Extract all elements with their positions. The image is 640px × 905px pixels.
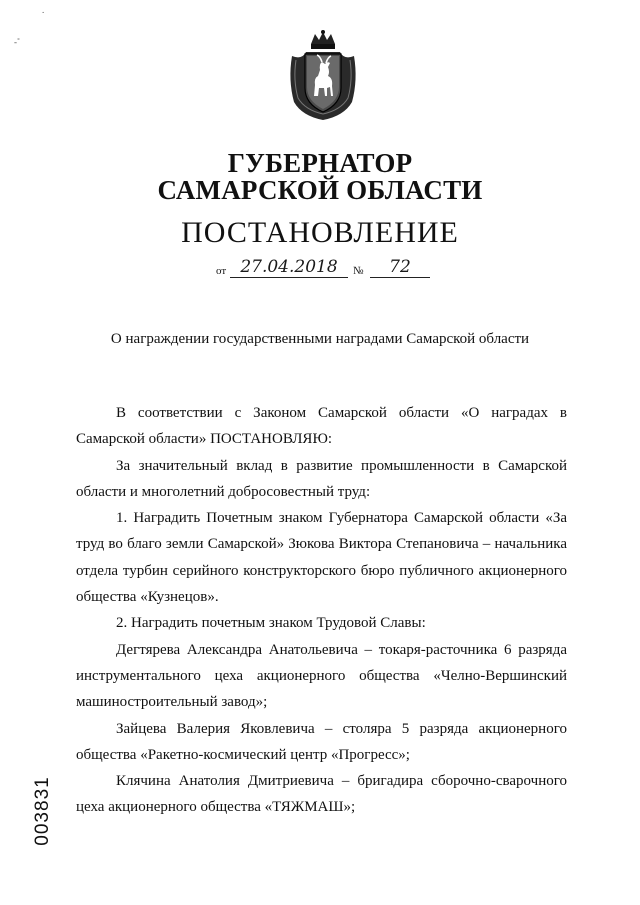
number-prefix: №: [353, 265, 364, 277]
document-body: [76, 400, 567, 821]
paragraph: Клячина Анатолия Дмитриевича – бригадира сборочно-сварочного цеха акционерного общества «ТЯЖМАШ»;: [76, 773, 567, 816]
coat-of-arms-icon: [284, 30, 362, 122]
document-type: ПОСТАНОВЛЕНИЕ: [181, 216, 459, 249]
paragraph: 1. Наградить Почетным знаком Губернатора Самарской области «За труд во благо земли Самарской» Зюкова Виктора Степановича – начальника отдела турбин серийного конструкторского бюро публичного акционерного общества «Кузнецов».: [76, 510, 567, 606]
region-title: САМАРСКОЙ ОБЛАСТИ: [157, 175, 483, 205]
paragraph: Дегтярева Александра Анатольевича – токаря-расточника 6 разряда инструментального цеха акционерного общества «Челно-Вершинский машиностроительный завод»;: [76, 641, 567, 711]
document-subject: О награждении государственными наградами Самарской области: [110, 331, 530, 347]
paragraph: В соответствии с Законом Самарской области «О наградах в Самарской области» ПОСТАНОВЛЯЮ:: [76, 405, 567, 448]
date-number-line: [216, 257, 436, 279]
date-prefix: от: [216, 265, 227, 277]
paragraph: 2. Наградить почетным знаком Трудовой Славы:: [116, 615, 426, 632]
scan-mark: ‐˚: [14, 37, 20, 47]
governor-title: ГУБЕРНАТОР: [227, 148, 413, 178]
scan-mark: .: [42, 5, 45, 15]
paragraph: За значительный вклад в развитие промышленности в Самарской области и многолетний добросовестный труд:: [76, 457, 567, 500]
document-number: 72: [370, 257, 430, 278]
archive-number-stamp: [28, 770, 58, 850]
document-date: 27.04.2018: [230, 257, 348, 278]
archive-number: 003831: [32, 776, 53, 846]
paragraph: Зайцева Валерия Яковлевича – столяра 5 разряда акционерного общества «Ракетно-космический центр «Прогресс»;: [76, 720, 567, 763]
